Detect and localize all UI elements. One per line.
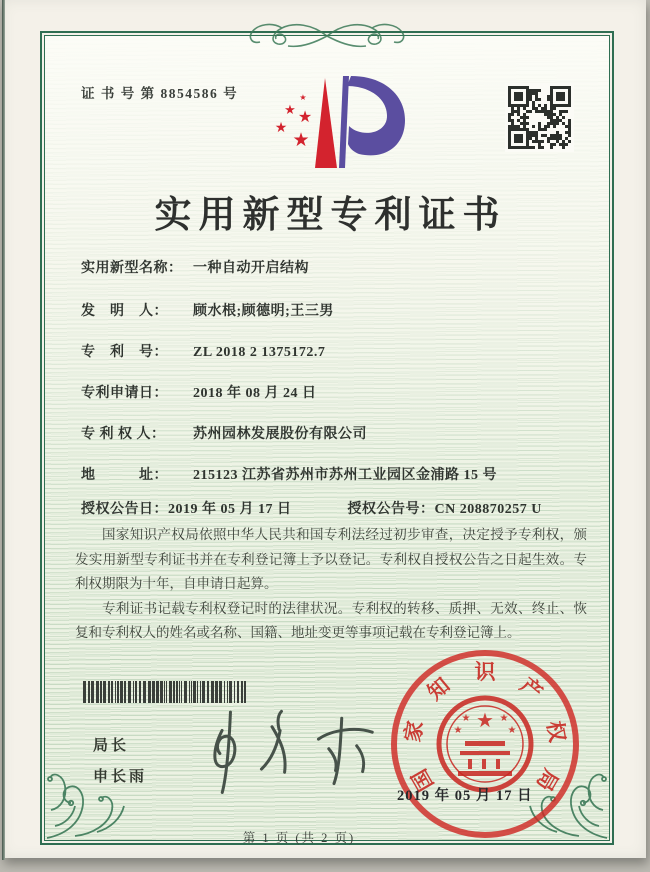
barcode-bar (128, 681, 131, 703)
legal-text (75, 523, 587, 646)
barcode-bar (166, 681, 167, 703)
field-row-inventor (81, 300, 334, 320)
barcode-bar (152, 681, 155, 703)
certificate-frame-inner (44, 35, 610, 845)
barcode-bar (133, 681, 134, 703)
director-signature (181, 694, 405, 817)
svg-text:★: ★ (453, 725, 463, 736)
barcode-bar (115, 681, 116, 703)
field-value: 215123 江苏省苏州市苏州工业园区金浦路 15 号 (193, 468, 497, 483)
barcode-bar (202, 681, 205, 703)
grant-date-label: 授权公告日： (81, 502, 168, 517)
field-row-address (81, 464, 497, 484)
qr-module (568, 146, 571, 149)
barcode-bar (103, 681, 106, 703)
body-paragraph: 国家知识产权局依照中华人民共和国专利法经过初步审查，决定授予专利权，颁发实用新型专利证书并在专利登记簿上予以登记。专利权自授权公告之日起生效。专利权期限为十年，自申请日起算。 (75, 527, 587, 591)
barcode-bar (181, 681, 182, 703)
page-footer: 第 1 页 (共 2 页) (242, 831, 356, 845)
barcode-bar (135, 681, 137, 703)
field-row-patentee (81, 423, 367, 443)
barcode-bar (156, 681, 159, 703)
seal-agency-char: 知 (422, 672, 455, 705)
certificate-frame (40, 31, 614, 845)
seal-agency-char: 产 (515, 672, 548, 705)
barcode-bar (124, 681, 126, 703)
barcode-bar (88, 681, 90, 703)
svg-text:★: ★ (507, 725, 517, 736)
barcode-bar (91, 681, 94, 703)
field-value: 2018 年 08 月 24 日 (193, 386, 317, 401)
barcode-bar (100, 681, 102, 703)
barcode-bar (83, 681, 86, 703)
barcode-bar (120, 681, 123, 703)
grant-no-value: CN 208870257 U (434, 502, 542, 517)
field-row-grant (81, 498, 542, 518)
field-label: 发 明 人： (81, 304, 168, 319)
barcode-bar (189, 681, 190, 703)
svg-text:★: ★ (476, 708, 494, 732)
seal-agency-char: 家 (400, 719, 428, 744)
svg-text:★: ★ (461, 713, 471, 724)
svg-text:★: ★ (499, 713, 509, 724)
field-value: 顾水根;顾德明;王三男 (193, 304, 334, 319)
barcode-bar (207, 681, 209, 703)
field-value: 苏州园林发展股份有限公司 (193, 427, 367, 442)
signer-name: 申长雨 (93, 769, 148, 785)
svg-text:★: ★ (274, 120, 288, 136)
field-row-name (81, 257, 309, 277)
seal-date: 2019 年 05 月 17 日 (397, 788, 533, 804)
barcode-bar (164, 681, 165, 703)
svg-text:★: ★ (284, 103, 296, 118)
barcode-bar (173, 681, 175, 703)
field-label: 专 利 权 人： (81, 427, 166, 442)
grant-date-value: 2019 年 05 月 17 日 (168, 502, 292, 517)
barcode-bar (160, 681, 163, 703)
field-label: 实用新型名称： (81, 261, 183, 276)
svg-text:★: ★ (299, 93, 307, 102)
seal-agency-char: 识 (474, 660, 496, 684)
barcode-bar (191, 681, 192, 703)
field-row-patent-no (81, 341, 325, 361)
qr-code (505, 83, 574, 152)
certificate-paper (2, 0, 646, 858)
field-value: ZL 2018 2 1375172.7 (193, 345, 326, 360)
barcode-bar (211, 681, 214, 703)
barcode-bar (96, 681, 99, 703)
barcode-bar (179, 681, 180, 703)
barcode-bar (108, 681, 110, 703)
certificate-title: 实用新型专利证书 (154, 195, 507, 236)
barcode-bar (111, 681, 113, 703)
svg-text:★: ★ (292, 129, 310, 151)
barcode-bar (200, 681, 201, 703)
top-flourish-icon (242, 20, 412, 52)
field-row-filing-date (81, 382, 317, 402)
seal-agency-char: 国 (407, 764, 439, 796)
field-value: 一种自动开启结构 (193, 261, 309, 276)
seal-agency-char: 权 (542, 719, 570, 744)
cnipa-logo-icon (257, 70, 433, 178)
signer-block (93, 734, 147, 796)
seal-agency-char: 局 (531, 764, 563, 796)
official-seal (391, 650, 579, 838)
barcode-bar (139, 681, 141, 703)
barcode-bar (169, 681, 172, 703)
barcode-bar (193, 681, 196, 703)
grant-no-label: 授权公告号： (347, 502, 435, 517)
certificate-number: 证 书 号 第 8854586 号 (81, 86, 239, 101)
barcode-bar (176, 681, 178, 703)
barcode-bar (197, 681, 198, 703)
barcode-bar (148, 681, 151, 703)
barcode-bar (143, 681, 146, 703)
barcode-bar (184, 681, 187, 703)
field-label: 专利申请日： (81, 386, 168, 401)
paper-edge-shadow (2, 0, 5, 860)
signer-title: 局长 (93, 738, 130, 754)
national-emblem-icon (430, 689, 540, 799)
body-paragraph: 专利证书记载专利权登记时的法律状况。专利权的转移、质押、无效、终止、恢复和专利权人的姓名或名称、国籍、地址变更等事项记载在专利登记簿上。 (75, 600, 587, 640)
barcode-bar (117, 681, 119, 703)
svg-text:★: ★ (297, 107, 313, 126)
field-label: 地 址： (81, 468, 168, 483)
field-label: 专 利 号： (81, 345, 168, 360)
